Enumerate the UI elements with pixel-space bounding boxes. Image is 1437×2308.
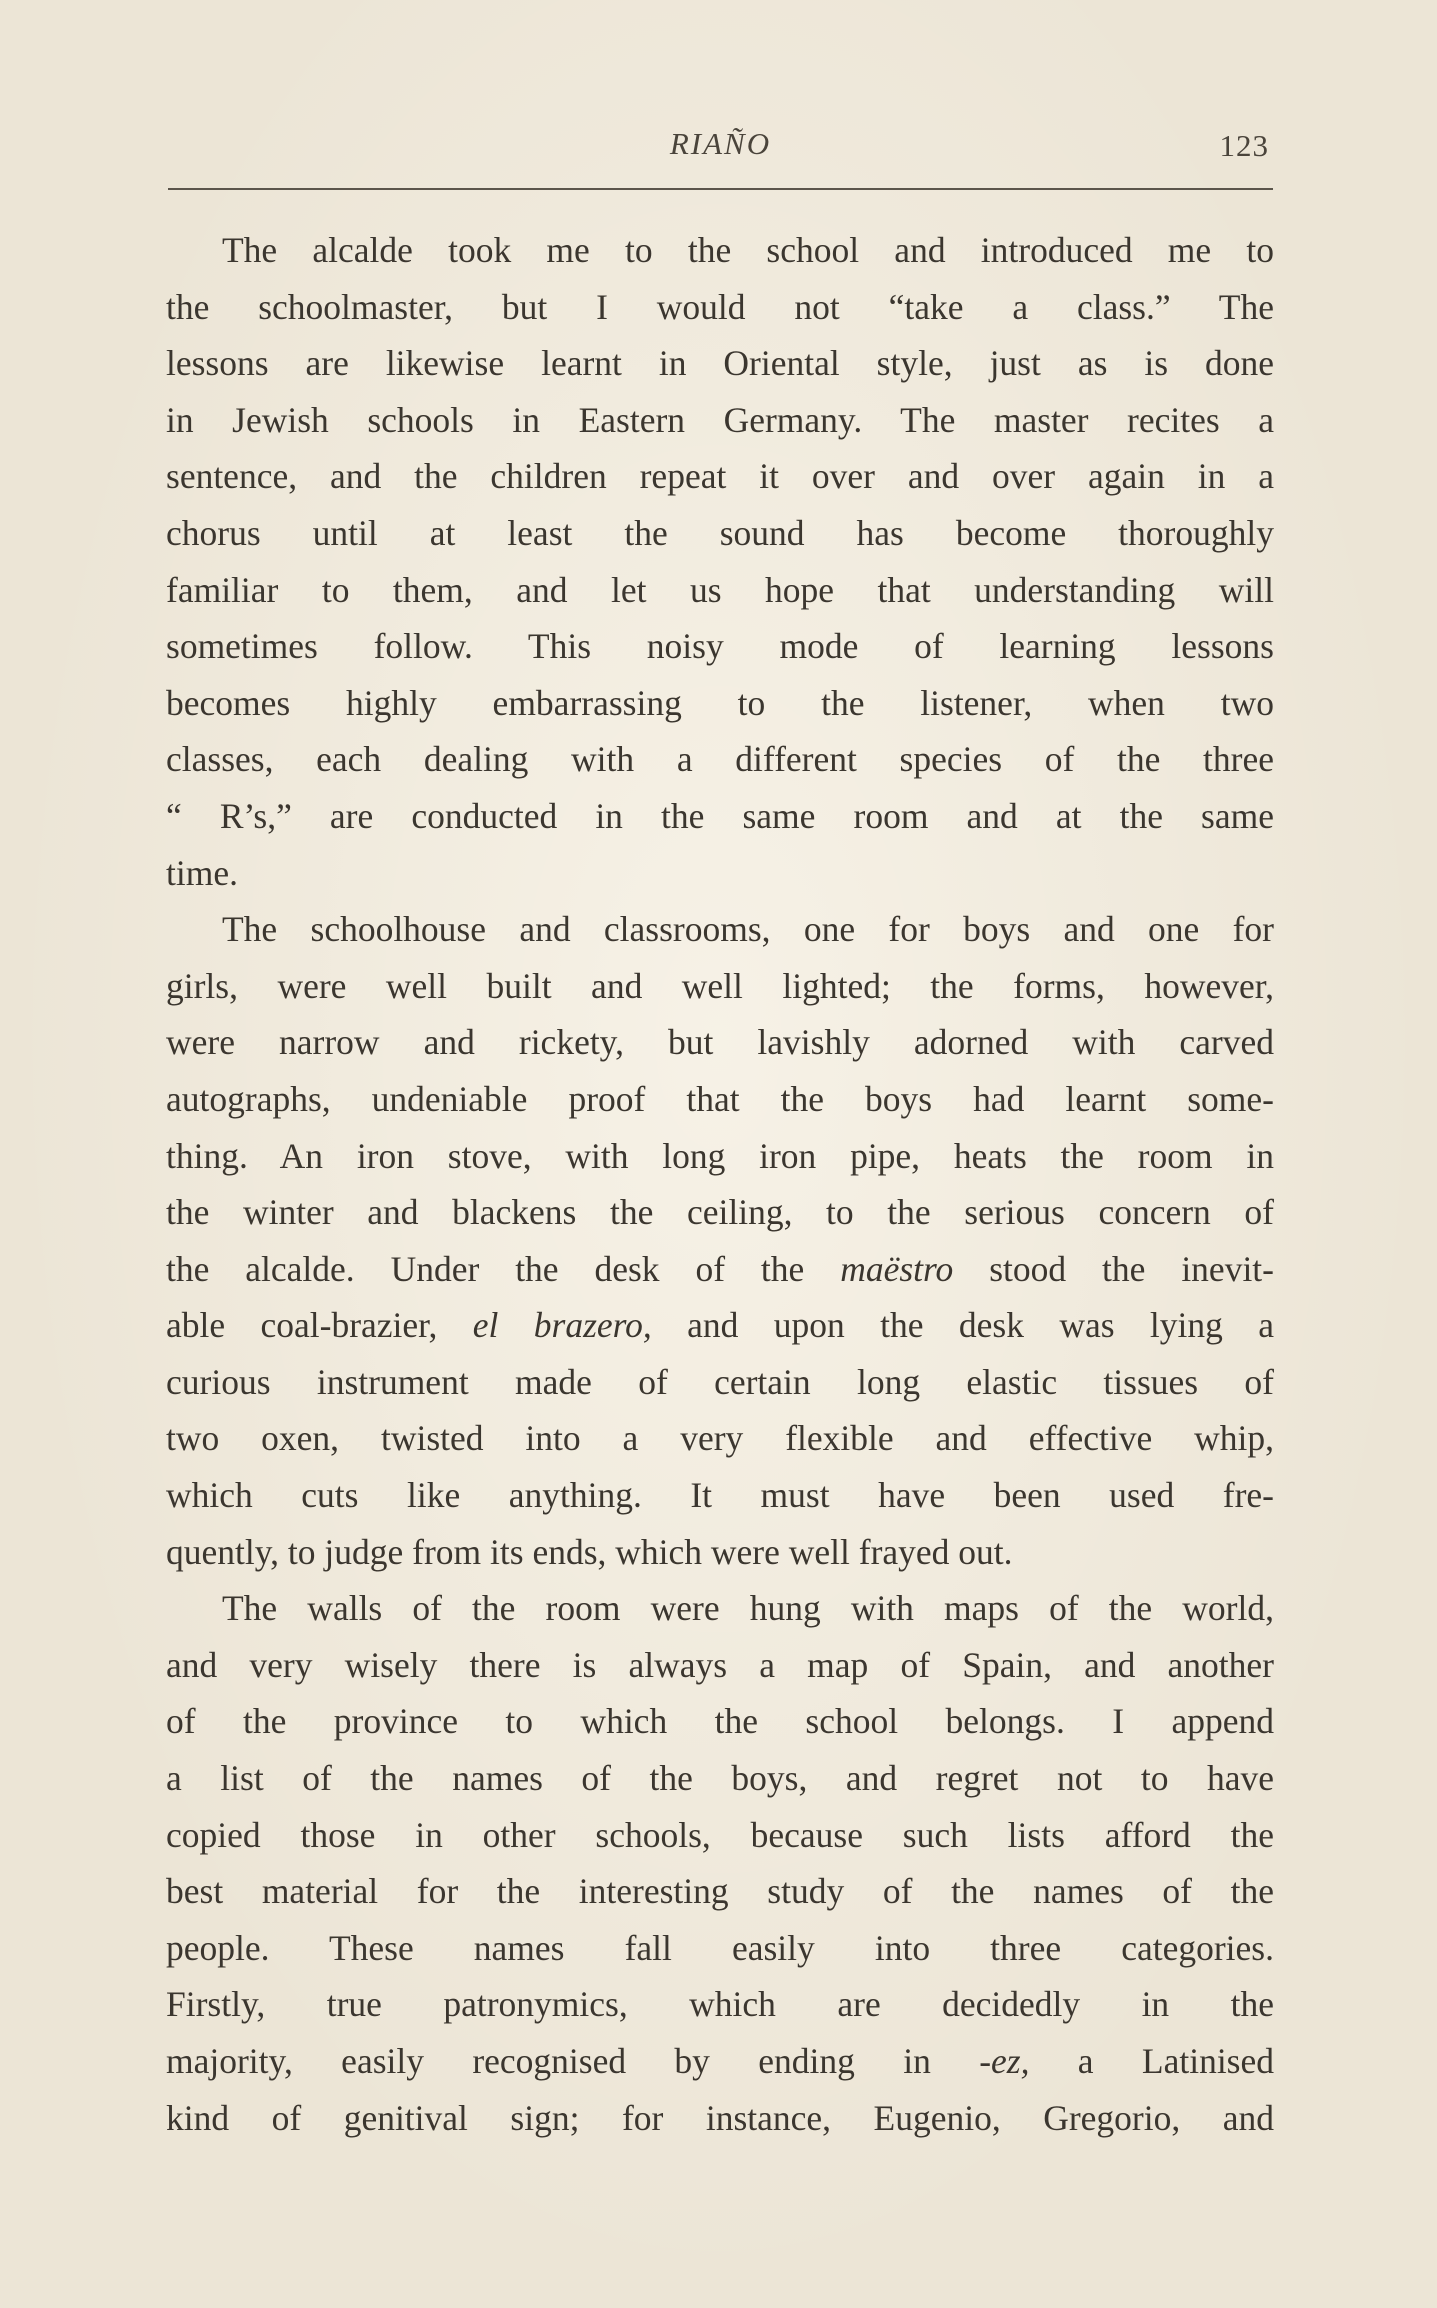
text-line: best material for the interesting study of the names of the xyxy=(166,1871,1274,1912)
text-line: curious instrument made of certain long elastic tissues of xyxy=(166,1361,1274,1402)
text-line: becomes highly embarrassing to the listener, when two xyxy=(166,682,1274,723)
text-line-with-italic: majority, easily recognised by ending in -ez, a Latinised xyxy=(166,2041,1274,2081)
text-line: and very wisely there is always a map of Spain, and another xyxy=(166,1644,1274,1685)
text-line: lessons are likewise learnt in Oriental style, just as is done xyxy=(166,343,1274,384)
page-number: 123 xyxy=(1219,128,1269,163)
text-line: familiar to them, and let us hope that understanding will xyxy=(166,569,1274,610)
text-line: in Jewish schools in Eastern Germany. The master recites a xyxy=(166,399,1274,440)
running-title: RIAÑO xyxy=(669,126,772,161)
text-line: kind of genitival sign; for instance, Eugenio, Gregorio, and xyxy=(166,2097,1274,2138)
text-line-with-italic: the alcalde. Under the desk of the maëstro stood the inevit- xyxy=(166,1248,1274,1289)
text-line: the schoolmaster, but I would not “take a class.” The xyxy=(166,286,1274,327)
text-line: time. xyxy=(166,852,238,893)
text-line: The schoolhouse and classrooms, one for boys and one for xyxy=(222,909,1274,950)
text-line: a list of the names of the boys, and regret not to have xyxy=(166,1758,1274,1799)
text-line-with-italic: able coal-brazier, el brazero, and upon the desk was lying a xyxy=(166,1305,1274,1346)
text-line: autographs, undeniable proof that the boys had learnt some- xyxy=(166,1078,1274,1119)
text-line: classes, each dealing with a different species of the three xyxy=(166,739,1274,780)
text-line: which cuts like anything. It must have been used fre- xyxy=(166,1475,1274,1516)
text-line: thing. An iron stove, with long iron pipe, heats the room in xyxy=(166,1135,1274,1176)
text-line: The walls of the room were hung with maps of the world, xyxy=(222,1588,1274,1629)
text-line: chorus until at least the sound has become thoroughly xyxy=(166,512,1274,553)
text-line: two oxen, twisted into a very flexible and effective whip, xyxy=(166,1418,1274,1459)
text-line: the winter and blackens the ceiling, to the serious concern of xyxy=(166,1192,1274,1233)
text-line: quently, to judge from its ends, which were well frayed out. xyxy=(166,1531,1013,1572)
text-line: “ R’s,” are conducted in the same room and at the same xyxy=(166,795,1274,836)
running-head xyxy=(168,118,1273,170)
text-line: people. These names fall easily into three categories. xyxy=(166,1927,1274,1968)
text-line: of the province to which the school belongs. I append xyxy=(166,1701,1274,1742)
text-line: were narrow and rickety, but lavishly adorned with carved xyxy=(166,1022,1274,1063)
header-rule xyxy=(168,188,1273,190)
text-line: girls, were well built and well lighted; the forms, however, xyxy=(166,965,1274,1006)
text-line: copied those in other schools, because such lists afford the xyxy=(166,1814,1274,1855)
text-line: The alcalde took me to the school and introduced me to xyxy=(222,230,1274,270)
text-line: sometimes follow. This noisy mode of learning lessons xyxy=(166,626,1274,667)
text-line: sentence, and the children repeat it over and over again in a xyxy=(166,456,1274,497)
body-text xyxy=(166,222,1274,2146)
text-line: Firstly, true patronymics, which are decidedly in the xyxy=(166,1984,1274,2025)
